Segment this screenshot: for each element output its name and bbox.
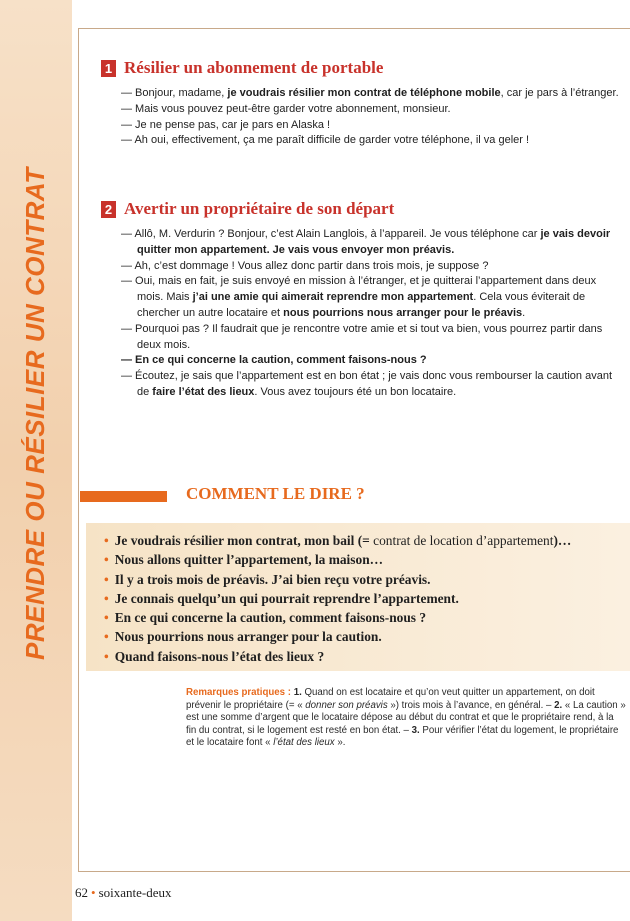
bullet-icon: • — [91, 885, 96, 900]
text-run: . — [522, 306, 526, 319]
section-1-heading — [101, 58, 621, 78]
text-run: Nous allons quitter l’appartement, la maison… — [114, 552, 384, 568]
section-2 — [101, 199, 621, 401]
section-number-badge: 2 — [101, 201, 116, 218]
comment-bar — [80, 491, 167, 502]
text-run: — Mais vous pouvez peut-être garder votre abonnement, monsieur. — [121, 102, 451, 115]
phrase-item — [104, 531, 630, 550]
dialogue-line — [121, 353, 621, 369]
dialogue-line — [121, 102, 621, 118]
phrase-box — [86, 523, 630, 671]
phrase-item — [104, 647, 630, 666]
bullet-icon: • — [104, 629, 109, 645]
dialogue-line — [121, 227, 621, 259]
remarks-paragraph — [186, 687, 626, 750]
dialogue-line — [121, 118, 621, 134]
dialogue-line — [121, 86, 621, 102]
phrase-list — [86, 523, 630, 666]
dialogue-1 — [101, 86, 621, 149]
text-run: — Oui, mais en fait, je suis envoyé en mission à l’étranger, et je quitterai l’appartement dans deux mois. Mais — [121, 275, 597, 304]
phrase-item — [104, 608, 630, 627]
text-run: — Pourquoi pas ? Il faudrait que je rencontre votre amie et si tout va bien, vous pourrez partir dans deux mois. — [121, 322, 603, 351]
text-run: Il y a trois mois de préavis. J’ai bien reçu votre préavis. — [114, 571, 431, 587]
section-title: Avertir un propriétaire de son départ — [124, 199, 395, 218]
bold-phrase: nous pourrions nous arranger pour le préavis — [283, 306, 523, 319]
text-run: ». — [334, 737, 346, 749]
section-number-badge: 1 — [101, 60, 116, 77]
bold-phrase: j’ai une amie qui aimerait reprendre mon appartement — [192, 291, 474, 304]
side-title: PRENDRE OU RÉSILIER UN CONTRAT — [20, 167, 50, 660]
comment-title: COMMENT LE DIRE ? — [186, 484, 365, 503]
page-number: 62 — [75, 885, 88, 900]
text-run: ») trois mois à l’avance, en général. – — [387, 699, 555, 711]
bold-phrase: faire l’état des lieux — [152, 385, 255, 398]
bullet-icon: • — [104, 552, 109, 568]
phrase-item — [104, 570, 630, 589]
bold-phrase: 3. — [411, 724, 420, 736]
phrase-item — [104, 627, 630, 646]
section-2-heading — [101, 199, 621, 219]
bold-phrase: 2. — [554, 699, 563, 711]
section-title: Résilier un abonnement de portable — [124, 58, 384, 77]
dialogue-line — [121, 369, 621, 401]
text-run: Quand on est locataire et qu’on veut quitter un appartement, on doit prévenir le propriétaire (= « — [186, 687, 595, 711]
dialogue-line — [121, 274, 621, 321]
bullet-icon: • — [104, 590, 109, 606]
text-run: , car je pars à l’étranger. — [500, 87, 619, 99]
bold-phrase: 1. — [293, 687, 302, 698]
text-run: — Écoutez, je sais que l’appartement est en bon état ; je vais donc vous rembourser la caution avant de — [121, 370, 612, 398]
text-run: — Ah oui, effectivement, ça me paraît difficile de garder votre téléphone, il va geler ! — [121, 134, 530, 147]
dialogue-line — [121, 259, 621, 275]
plain-phrase: contrat de location d’appartement — [373, 533, 554, 548]
page-number-words: soixante-deux — [98, 885, 172, 900]
page-footer — [75, 885, 171, 901]
text-run: Je connais quelqu’un qui pourrait reprendre l’appartement. — [114, 590, 459, 606]
text-run: Nous pourrions nous arranger pour la caution. — [114, 629, 382, 645]
text-run: « La caution » est une somme d’argent que le locataire dépose au début du contrat et que le propriétaire rend, à la fin du contrat, si le logement est resté en bon état. – — [186, 699, 626, 736]
bullet-icon: • — [104, 648, 109, 664]
section-1 — [101, 58, 621, 149]
text-run: En ce qui concerne la caution, comment faisons-nous ? — [114, 610, 427, 626]
phrase-item — [104, 589, 630, 608]
bold-phrase: je vais devoir quitter mon appartement. Je vais vous envoyer mon préavis. — [137, 228, 611, 256]
italic-phrase: l’état des lieux — [273, 737, 335, 749]
remarks-label: Remarques pratiques : — [186, 687, 291, 698]
dialogue-line — [121, 322, 621, 354]
bullet-icon: • — [104, 571, 109, 587]
text-run: )… — [553, 533, 572, 548]
text-run: . Vous avez toujours été un bon locataire. — [254, 385, 457, 398]
phrase-item — [104, 550, 630, 569]
dialogue-line — [121, 133, 621, 149]
dialogue-2 — [101, 227, 621, 401]
text-run: — Je ne pense pas, car je pars en Alaska ! — [121, 118, 331, 131]
bold-phrase: — En ce qui concerne la caution, comment faisons-nous ? — [121, 354, 427, 367]
text-run: Je voudrais résilier mon contrat, mon bail (= — [114, 533, 374, 548]
text-run: Quand faisons-nous l’état des lieux ? — [114, 648, 325, 664]
text-run: . Cela vous éviterait de chercher un autre locataire et — [137, 291, 586, 319]
bullet-icon: • — [104, 533, 109, 548]
italic-phrase: donner son préavis — [305, 699, 388, 711]
bold-phrase: je voudrais résilier mon contrat de téléphone mobile — [227, 87, 501, 99]
bullet-icon: • — [104, 610, 109, 626]
text-run: Pour vérifier l’état du logement, le propriétaire et le locataire font « — [186, 724, 619, 749]
text-run: — Ah, c’est dommage ! Vous allez donc partir dans trois mois, je suppose ? — [121, 259, 489, 272]
text-run: — Allô, M. Verdurin ? Bonjour, c’est Alain Langlois, à l’appareil. Je vous téléphone car — [121, 228, 541, 240]
text-run: — Bonjour, madame, — [121, 87, 228, 99]
